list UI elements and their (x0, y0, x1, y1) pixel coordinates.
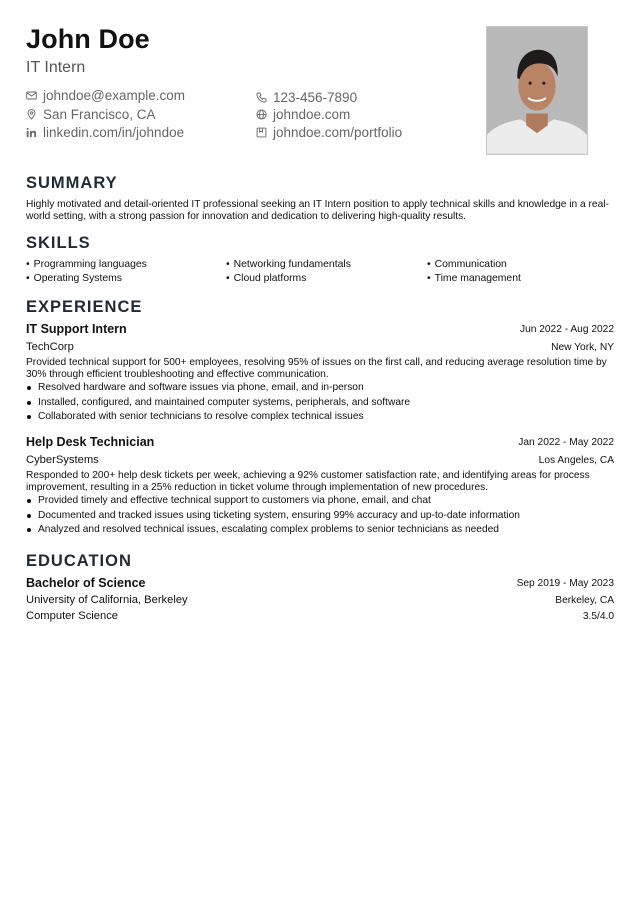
linkedin-icon (26, 127, 37, 138)
skill-item: • Networking fundamentals (226, 259, 351, 270)
job-description: Responded to 200+ help desk tickets per week, achieving a 92% customer satisfaction rate, and identifying areas for process improvement, resulting in a 25% reduction in ticket volume through implementation of new procedures. (26, 470, 590, 493)
contact-email[interactable] (26, 88, 185, 103)
job-location: Los Angeles, CA (538, 455, 614, 466)
contact-location-text: San Francisco, CA (43, 107, 156, 122)
contact-linkedin[interactable] (26, 125, 184, 140)
contact-phone[interactable] (256, 90, 357, 105)
mail-icon (26, 90, 37, 101)
contact-website[interactable] (256, 107, 350, 122)
job-bullet: Installed, configured, and maintained computer systems, peripherals, and software (26, 397, 410, 408)
profile-photo (486, 26, 588, 155)
contact-portfolio[interactable] (256, 125, 402, 140)
job-description: Provided technical support for 500+ employees, resolving 95% of issues on the first call, and reducing average resolution time by 30% through efficient troubleshooting and effective communication. (26, 357, 607, 380)
job-bullet: Analyzed and resolved technical issues, escalating complex problems to senior technicians as needed (26, 524, 499, 535)
skill-item: • Time management (427, 273, 521, 284)
job-location: New York, NY (551, 342, 614, 353)
skills-heading: SKILLS (26, 234, 91, 252)
job-company: TechCorp (26, 341, 74, 353)
education-heading: EDUCATION (26, 552, 132, 570)
contact-email-text: johndoe@example.com (43, 88, 186, 103)
contact-linkedin-text: linkedin.com/in/johndoe (43, 125, 185, 140)
experience-heading: EXPERIENCE (26, 298, 143, 316)
gpa: 3.5/4.0 (582, 611, 614, 622)
map-pin-icon (26, 109, 37, 120)
job-bullet: Resolved hardware and software issues via phone, email, and in-person (26, 382, 364, 393)
major: Computer Science (26, 610, 119, 622)
education-dates: Sep 2019 - May 2023 (516, 578, 614, 589)
school-name: University of California, Berkeley (26, 594, 188, 606)
degree-title: Bachelor of Science (26, 576, 146, 590)
phone-icon (256, 92, 267, 103)
contact-location (26, 107, 156, 122)
candidate-role: IT Intern (26, 59, 86, 76)
school-location: Berkeley, CA (555, 595, 614, 606)
job-bullet: Collaborated with senior technicians to resolve complex technical issues (26, 411, 364, 422)
contact-phone-text: 123-456-7890 (273, 90, 358, 105)
globe-icon (256, 109, 267, 120)
job-bullet: Documented and tracked issues using ticketing system, ensuring 99% accuracy and up-to-date information (26, 510, 520, 521)
job-bullet: Provided timely and effective technical support to customers via phone, email, and chat (26, 495, 431, 506)
portfolio-icon (256, 127, 267, 138)
contact-portfolio-text: johndoe.com/portfolio (273, 125, 403, 140)
job-title: Help Desk Technician (26, 435, 155, 449)
skill-item: • Programming languages (26, 259, 147, 270)
skill-item: • Communication (427, 259, 507, 270)
summary-heading: SUMMARY (26, 174, 118, 192)
summary-text: Highly motivated and detail-oriented IT professional seeking an IT Intern position to apply technical skills and knowledge in a real-world setting, with a strong passion for innovation and dedication to delivering high-quality results. (26, 199, 609, 222)
job-dates: Jan 2022 - May 2022 (518, 437, 614, 448)
skill-item: • Operating Systems (26, 273, 122, 284)
skill-item: • Cloud platforms (226, 273, 307, 284)
job-company: CyberSystems (26, 454, 99, 466)
job-title: IT Support Intern (26, 322, 127, 336)
candidate-name: John Doe (26, 24, 150, 54)
contact-website-text: johndoe.com (273, 107, 351, 122)
job-dates: Jun 2022 - Aug 2022 (519, 324, 614, 335)
